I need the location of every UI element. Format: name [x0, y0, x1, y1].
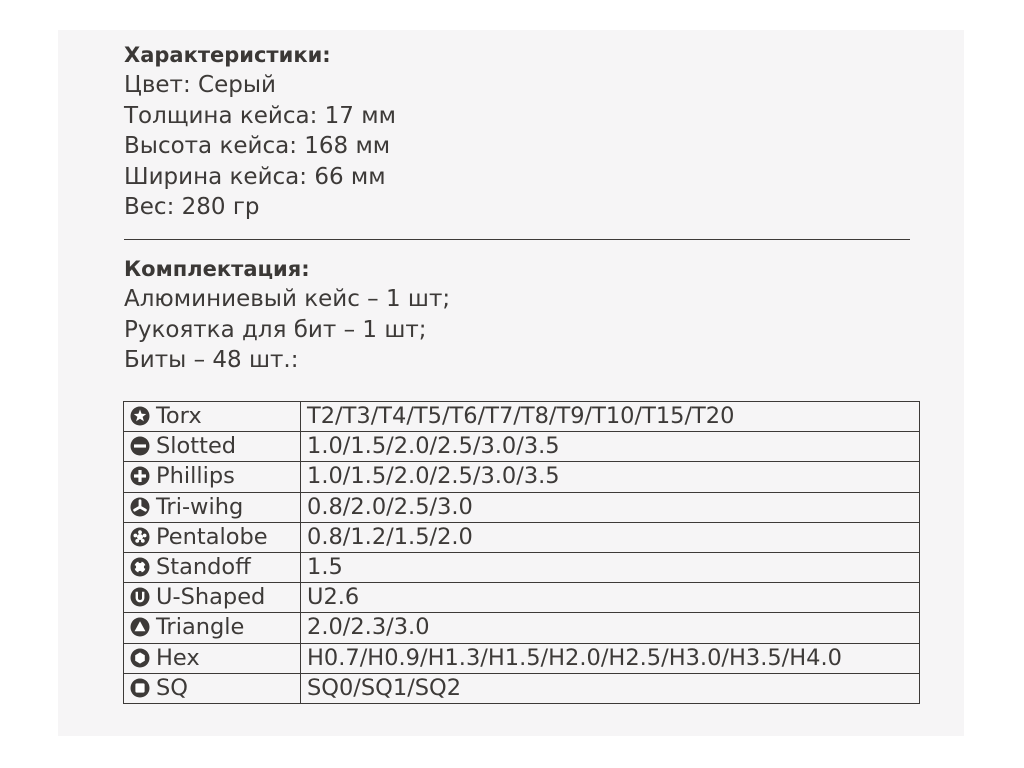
- spec-height: Высота кейса: 168 мм: [124, 133, 391, 159]
- section-divider: [124, 239, 910, 240]
- spec-weight: Вес: 280 гр: [124, 194, 260, 220]
- square-icon: [130, 678, 150, 698]
- spec-thickness: Толщина кейса: 17 мм: [124, 102, 396, 129]
- bit-sizes: H0.7/H0.9/H1.3/H1.5/H2.0/H2.5/H3.0/H3.5/H4.0: [301, 643, 920, 673]
- phillips-icon: [130, 466, 150, 486]
- bit-type-label: Phillips: [156, 463, 235, 490]
- bit-sizes: 0.8/1.2/1.5/2.0: [301, 522, 920, 552]
- tri-wing-icon: [130, 497, 150, 517]
- bit-type-label: Torx: [156, 403, 202, 430]
- bit-sizes: 2.0/2.3/3.0: [301, 613, 920, 643]
- triangle-icon: [130, 617, 150, 637]
- pentalobe-icon: [130, 527, 150, 547]
- spec-color: Цвет: Серый: [124, 72, 276, 98]
- table-row: [124, 583, 920, 613]
- bit-sizes: 1.5: [301, 552, 920, 582]
- standoff-icon: [130, 557, 150, 577]
- slotted-icon: [130, 436, 150, 456]
- spec-width: Ширина кейса: 66 мм: [124, 163, 386, 190]
- bit-sizes: 0.8/2.0/2.5/3.0: [301, 492, 920, 522]
- bit-sizes: 1.0/1.5/2.0/2.5/3.0/3.5: [301, 462, 920, 492]
- bit-sizes: SQ0/SQ1/SQ2: [301, 673, 920, 703]
- bit-type-label: Slotted: [156, 433, 237, 460]
- bit-sizes: 1.0/1.5/2.0/2.5/3.0/3.5: [301, 432, 920, 462]
- kit-heading: Комплектация:: [124, 257, 310, 281]
- u-shaped-icon: [130, 587, 150, 607]
- bit-sizes: T2/T3/T4/T5/T6/T7/T8/T9/T10/T15/T20: [301, 402, 920, 432]
- bits-table: [123, 401, 920, 704]
- hex-icon: [130, 648, 150, 668]
- bit-type-label: Pentalobe: [156, 523, 268, 550]
- bit-type-label: SQ: [156, 674, 188, 701]
- bit-type-label: Standoff: [156, 554, 251, 581]
- torx-icon: [130, 406, 150, 426]
- kit-item-handle: Рукоятка для бит – 1 шт;: [124, 316, 427, 343]
- kit-item-bits: Биты – 48 шт.:: [124, 347, 299, 373]
- table-row: [124, 673, 920, 703]
- specs-section: [124, 40, 396, 223]
- bit-type-label: Hex: [156, 644, 200, 671]
- table-row: [124, 552, 920, 582]
- kit-section: [124, 254, 450, 376]
- table-row: [124, 492, 920, 522]
- specs-heading: Характеристики:: [124, 43, 331, 67]
- bit-type-label: Triangle: [156, 614, 245, 641]
- table-row: [124, 613, 920, 643]
- table-row: [124, 643, 920, 673]
- kit-item-case: Алюминиевый кейс – 1 шт;: [124, 286, 451, 312]
- table-row: [124, 522, 920, 552]
- table-row: [124, 462, 920, 492]
- bit-type-label: U-Shaped: [156, 584, 266, 611]
- bit-type-label: Tri-wihg: [156, 493, 244, 520]
- table-row: [124, 432, 920, 462]
- bit-sizes: U2.6: [301, 583, 920, 613]
- table-row: [124, 402, 920, 432]
